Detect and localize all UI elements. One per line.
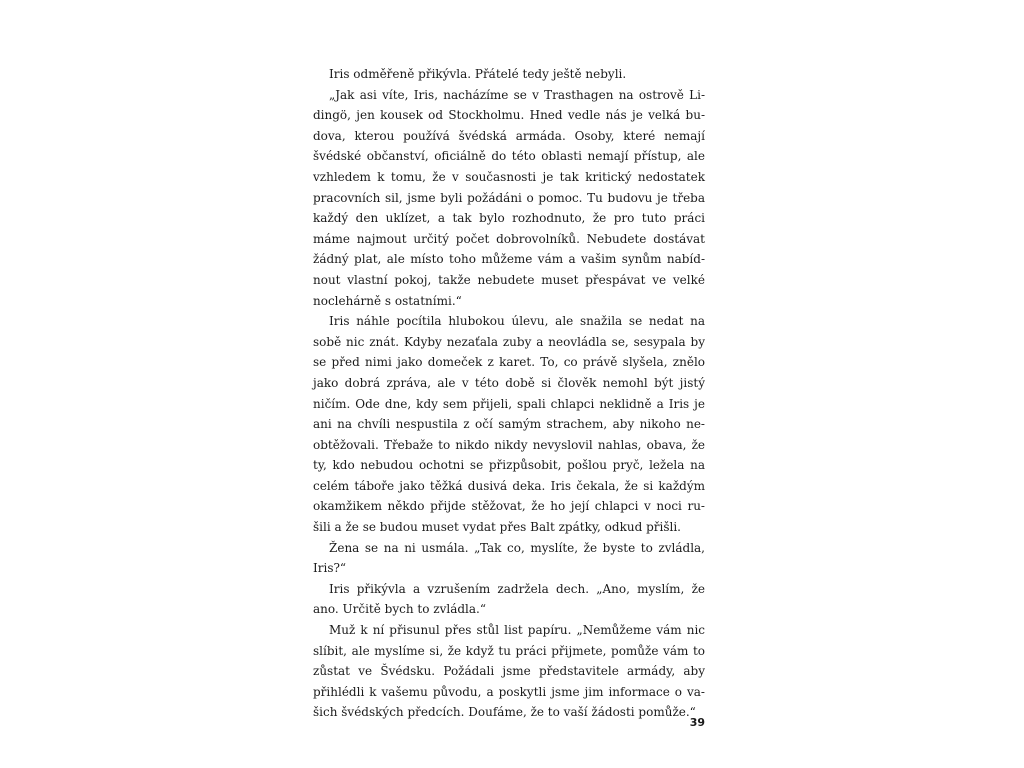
text-line: švédské občanství, oficiálně do této oblasti nemají přístup, ale (313, 149, 705, 164)
paragraph (313, 85, 705, 312)
text-line: dingö, jen kousek od Stockholmu. Hned vedle nás je velká bu- (313, 108, 705, 123)
body-text (313, 64, 705, 723)
text-line: přihlédli k vašemu původu, a poskytli jsme jim informace o va- (313, 684, 705, 699)
paragraph (313, 538, 705, 579)
text-line: ano. Určitě bych to zvládla.“ (313, 602, 486, 617)
text-line: šili a že se budou muset vydat přes Balt zpátky, odkud přišli. (313, 520, 681, 535)
text-line: Iris?“ (313, 561, 347, 576)
text-line: každý den uklízet, a tak bylo rozhodnuto, že pro tuto práci (313, 211, 705, 226)
text-line: slíbit, ale myslíme si, že když tu práci přijmete, pomůže vám to (313, 643, 705, 658)
text-line: ty, kdo nebudou ochotni se přizpůsobit, pošlou pryč, ležela na (313, 458, 705, 473)
text-line: zůstat ve Švédsku. Požádali jsme představitele armády, aby (313, 664, 705, 679)
text-line: se před nimi jako domeček z karet. To, co právě slyšela, znělo (313, 355, 705, 370)
text-line: pracovních sil, jsme byli požádáni o pomoc. Tu budovu je třeba (313, 190, 705, 205)
text-line: vzhledem k tomu, že v současnosti je tak kritický nedostatek (313, 169, 705, 184)
text-line: celém táboře jako těžká dusivá deka. Iris čekala, že si každým (313, 478, 705, 493)
text-line: Žena se na ni usmála. „Tak co, myslíte, že byste to zvládla, (329, 540, 705, 555)
paragraph (313, 311, 705, 538)
text-line: ani na chvíli nespustila z očí samým strachem, aby nikoho ne- (313, 417, 705, 432)
paragraph (313, 579, 705, 620)
text-line: dova, kterou používá švédská armáda. Osoby, které nemají (313, 128, 705, 143)
text-line: okamžikem někdo přijde stěžovat, že ho její chlapci v noci ru- (313, 499, 705, 514)
text-line: nout vlastní pokoj, takže nebudete muset přespávat ve velké (313, 272, 705, 287)
paragraph (313, 64, 705, 85)
text-line: Muž k ní přisunul přes stůl list papíru. „Nemůžeme vám nic (329, 623, 705, 638)
text-line: Iris náhle pocítila hlubokou úlevu, ale snažila se nedat na (329, 314, 705, 329)
text-line: Iris přikývla a vzrušením zadržela dech. „Ano, myslím, že (329, 581, 705, 596)
text-line: žádný plat, ale místo toho můžeme vám a vašim synům nabíd- (313, 252, 705, 267)
text-line: máme najmout určitý počet dobrovolníků. Nebudete dostávat (313, 231, 705, 246)
page-number: 39 (689, 716, 705, 729)
text-line: jako dobrá zpráva, ale v této době si člověk nemohl být jistý (313, 375, 705, 390)
paragraph (313, 620, 705, 723)
text-line: sobě nic znát. Kdyby nezaťala zuby a neovládla se, sesypala by (313, 334, 705, 349)
text-line: noclehárně s ostatními.“ (313, 293, 462, 308)
text-line: šich švédských předcích. Doufáme, že to vaší žádosti pomůže.“ (313, 705, 696, 720)
text-line: Iris odměřeně přikývla. Přátelé tedy ještě nebyli. (329, 67, 627, 81)
text-line: ničím. Ode dne, kdy sem přijeli, spali chlapci neklidně a Iris je (313, 396, 705, 411)
text-line: „Jak asi víte, Iris, nacházíme se v Trasthagen na ostrově Li- (329, 87, 705, 102)
text-line: obtěžovali. Třebaže to nikdo nikdy nevyslovil nahlas, obava, že (313, 437, 705, 452)
